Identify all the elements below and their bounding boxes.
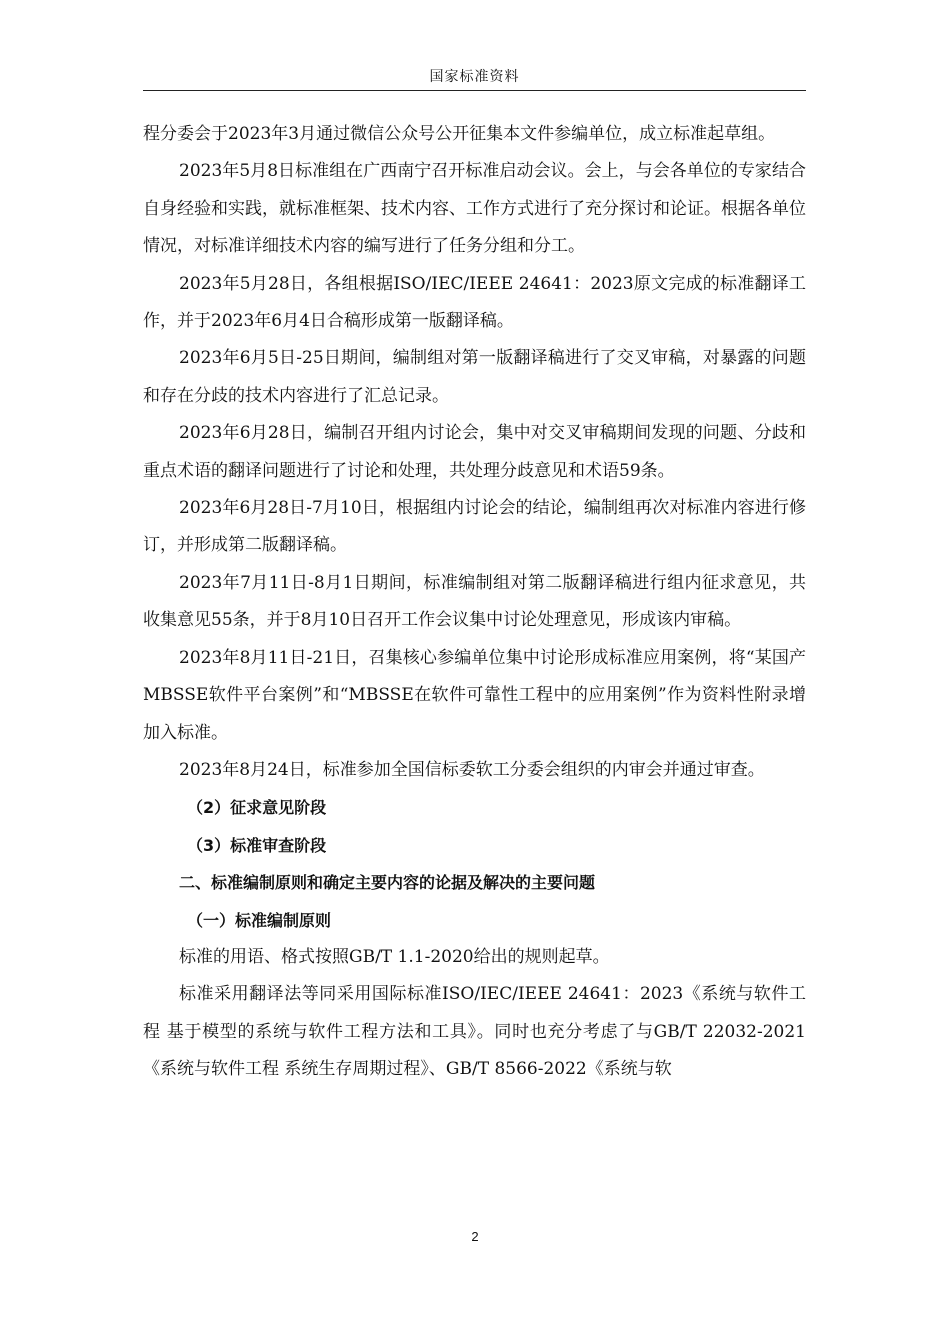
heading-comment-stage: （2）征求意见阶段: [187, 798, 327, 818]
paragraph-adoption-method: 标准采用翻译法等同采用国际标准ISO/IEC/IEEE 24641：2023《系统与软件工程 基于模型的系统与软件工程方法和工具》。同时也充分考虑了与GB/T 22032-2021《系统与软件工程 系统生存周期过程》、GB/T 8566-2022《系统与软: [143, 984, 806, 1080]
paragraph-revision: 2023年6月28日-7月10日，根据组内讨论会的结论，编制组再次对标准内容进行修订，并形成第二版翻译稿。: [143, 498, 806, 556]
paragraph-internal-comments: 2023年7月11日-8月1日期间，标准编制组对第二版翻译稿进行组内征求意见，共收集意见55条，并于8月10日召开工作会议集中讨论处理意见，形成该内审稿。: [143, 572, 806, 631]
page-header-title: 国家标准资料: [429, 69, 520, 85]
paragraph-application-cases: 2023年8月11日-21日，召集核心参编单位集中讨论形成标准应用案例，将“某国产MBSSE软件平台案例”和“MBSSE在软件可靠性工程中的应用案例”作为资料性附录增加入标准。: [143, 647, 806, 743]
paragraph-kickoff-meeting: 2023年5月8日标准组在广西南宁召开标准启动会议。会上，与会各单位的专家结合自身经验和实践，就标准框架、技术内容、工作方式进行了充分探讨和论证。根据各单位情况，对标准详细技术内容的编写进行了任务分组和分工。: [143, 161, 806, 257]
heading-drafting-principles: （一）标准编制原则: [187, 910, 332, 930]
paragraph-internal-discussion: 2023年6月28日，编制召开组内讨论会，集中对交叉审稿期间发现的问题、分歧和重点术语的翻译问题进行了讨论和处理，共处理分歧意见和术语59条。: [143, 423, 806, 481]
paragraph-continuation: 程分委会于2023年3月通过微信公众号公开征集本文件参编单位，成立标准起草组。: [143, 124, 776, 144]
paragraph-terminology-rules: 标准的用语、格式按照GB/T 1.1-2020给出的规则起草。: [179, 946, 610, 967]
document-body: [143, 116, 806, 1089]
header-divider: [143, 90, 806, 91]
paragraph-internal-review: 2023年8月24日，标准参加全国信标委软工分委会组织的内审会并通过审查。: [179, 759, 765, 780]
paragraph-translation: 2023年5月28日，各组根据ISO/IEC/IEEE 24641：2023原文完成的标准翻译工作，并于2023年6月4日合稿形成第一版翻译稿。: [143, 273, 806, 332]
paragraph-cross-review: 2023年6月5日-25日期间，编制组对第一版翻译稿进行了交叉审稿，对暴露的问题和存在分歧的技术内容进行了汇总记录。: [143, 348, 806, 406]
heading-review-stage: （3）标准审查阶段: [187, 835, 327, 855]
heading-section-2: 二、标准编制原则和确定主要内容的论据及解决的主要问题: [179, 873, 596, 893]
page-number: 2: [471, 1229, 479, 1244]
